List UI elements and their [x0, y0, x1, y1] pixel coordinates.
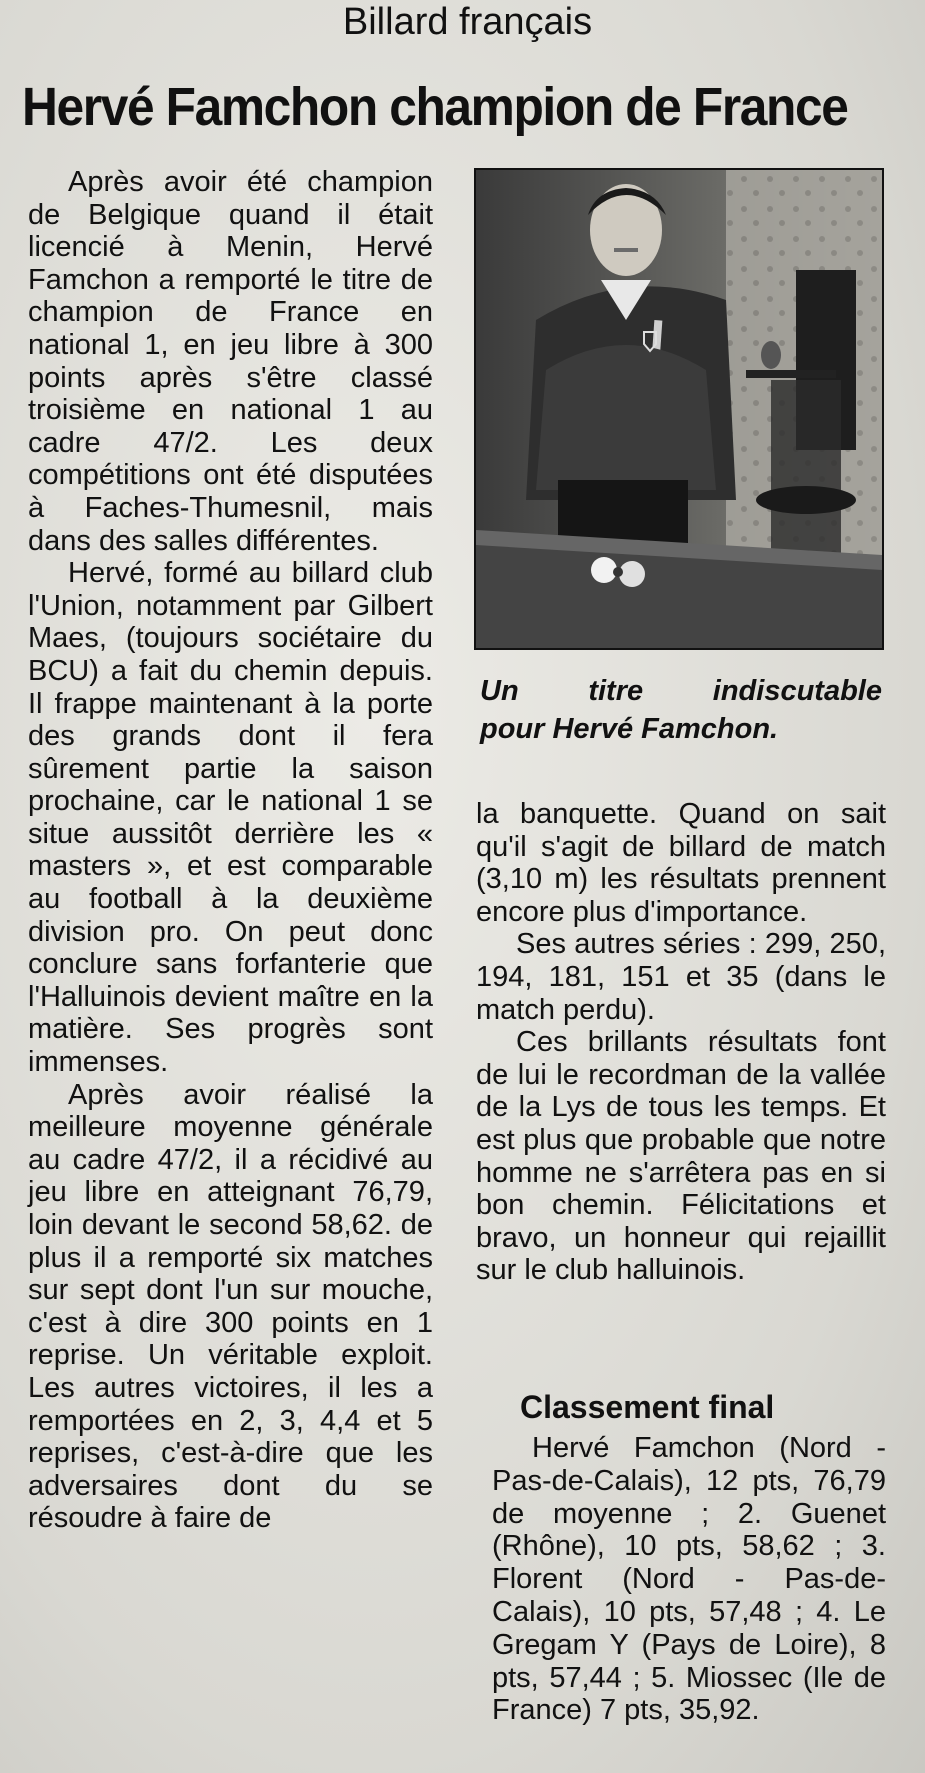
- caption-word: indiscutable: [712, 675, 882, 707]
- headline: Hervé Famchon champion de France: [22, 77, 848, 137]
- paragraph-6: Ces brillants résultats font de lui le recordman de la vallée de la Lys de tous les temps. Et est plus que probable que notre homme ne s'arrêtera pas en si bon chemin. Félicitations et bravo, un honneur qui rejaillit sur le club halluinois.: [476, 1026, 886, 1287]
- caption-word: titre: [588, 675, 644, 707]
- photo-caption: [480, 672, 882, 748]
- caption-line-2: pour Hervé Famchon.: [480, 713, 779, 745]
- paragraph-4: la banquette. Quand on sait qu'il s'agit de billard de match (3,10 m) les résultats prennent encore plus d'importance.: [476, 798, 886, 928]
- player-photo: [474, 168, 884, 650]
- paragraph-5: Ses autres séries : 299, 250, 194, 181, 151 et 35 (dans le match perdu).: [476, 928, 886, 1026]
- paragraph-2: Hervé, formé au billard club l'Union, notamment par Gilbert Maes, (toujours sociétaire du BCU) a fait du chemin depuis. Il frappe maintenant à la porte des grands dont il fera sûrement partie la saison prochaine, car le national 1 se situe aussitôt derrière les « masters », et est comparable au football à la deuxième division pro. On peut donc conclure sans forfanterie que l'Halluinois devient maître en la matière. Ses progrès sont immenses.: [28, 557, 433, 1079]
- photo-illustration: [476, 170, 882, 648]
- article-column-right: [476, 798, 886, 1287]
- results-block: [492, 1432, 886, 1727]
- section-kicker: Billard français: [342, 1, 593, 43]
- caption-word: Un: [480, 675, 519, 707]
- caption-line-1: [480, 672, 882, 710]
- results-text: Hervé Famchon (Nord - Pas-de-Calais), 12 pts, 76,79 de moyenne ; 2. Guenet (Rhône), 10 pts, 58,62 ; 3. Florent (Nord - Pas-de-Calais), 10 pts, 57,48 ; 4. Le Gregam Y (Pays de Loire), 8 pts, 57,44 ; 5. Miossec (Ile de France) 7 pts, 35,92.: [492, 1432, 886, 1727]
- paragraph-3: Après avoir réalisé la meilleure moyenne générale au cadre 47/2, il a récidivé au jeu libre en atteignant 76,79, loin devant le second 58,62. de plus il a remporté six matches sur sept dont l'un sur mouche, c'est à dire 300 points en 1 reprise. Un véritable exploit. Les autres victoires, il les a remportées en 2, 3, 4,4 et 5 reprises, c'est-à-dire que les adversaires dont du se résoudre à faire de: [28, 1078, 433, 1535]
- results-title: Classement final: [520, 1389, 775, 1425]
- article-column-left: [28, 166, 433, 1535]
- paragraph-1: Après avoir été champion de Belgique quand il était licencié à Menin, Hervé Famchon a remporté le titre de champion de France en national 1, en jeu libre à 300 points après s'être classé troisième en national 1 au cadre 47/2. Les deux compétitions ont été disputées à Faches-Thumesnil, mais dans des salles différentes.: [28, 166, 433, 557]
